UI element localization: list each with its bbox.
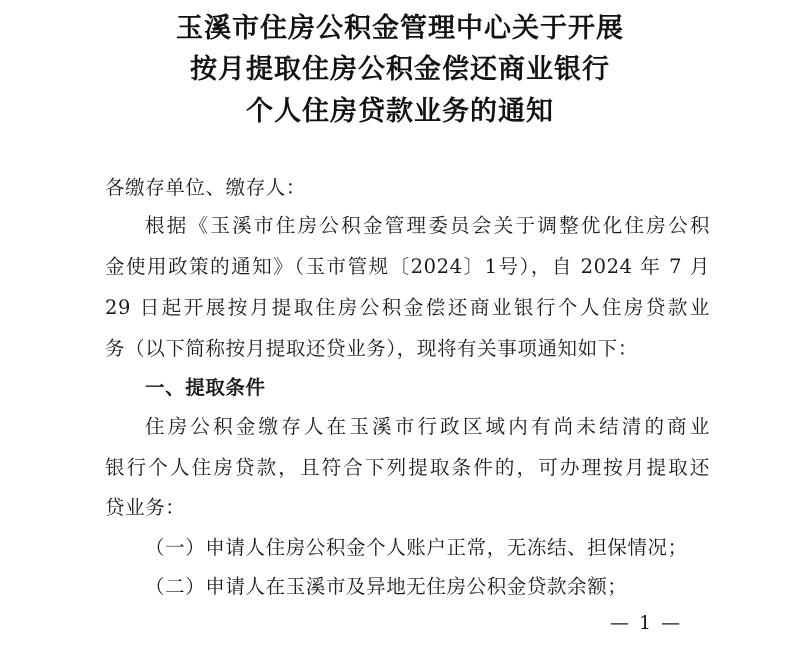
intro-line-2: 金使用政策的通知》（玉市管规〔2024〕1号），自 2024 年 7 月 [105, 255, 710, 278]
section-1-line-1: 住房公积金缴存人在玉溪市行政区域内有尚未结清的商业 [145, 415, 710, 438]
condition-item-1: （一）申请人住房公积金个人账户正常，无冻结、担保情况； [145, 536, 688, 559]
document-title-line-3: 个人住房贷款业务的通知 [246, 96, 554, 127]
section-1-line-3: 贷业务： [105, 496, 186, 519]
section-1-line-2: 银行个人住房贷款，且符合下列提取条件的，可办理按月提取还 [105, 456, 710, 479]
document-title-line-1: 玉溪市住房公积金管理中心关于开展 [176, 13, 624, 44]
intro-line-4: 务（以下简称按月提取还贷业务），现将有关事项通知如下： [105, 337, 638, 360]
condition-item-2: （二）申请人在玉溪市及异地无住房公积金贷款余额； [145, 575, 628, 598]
section-heading-withdrawal-conditions: 一、提取条件 [145, 376, 266, 399]
intro-line-1: 根据《玉溪市住房公积金管理委员会关于调整优化住房公积 [145, 214, 710, 237]
salutation: 各缴存单位、缴存人： [105, 176, 307, 199]
page-number: — 1 — [610, 612, 683, 634]
intro-line-3: 29 日起开展按月提取住房公积金偿还商业银行个人住房贷款业 [105, 296, 710, 319]
document-title-line-2: 按月提取住房公积金偿还商业银行 [190, 54, 610, 85]
